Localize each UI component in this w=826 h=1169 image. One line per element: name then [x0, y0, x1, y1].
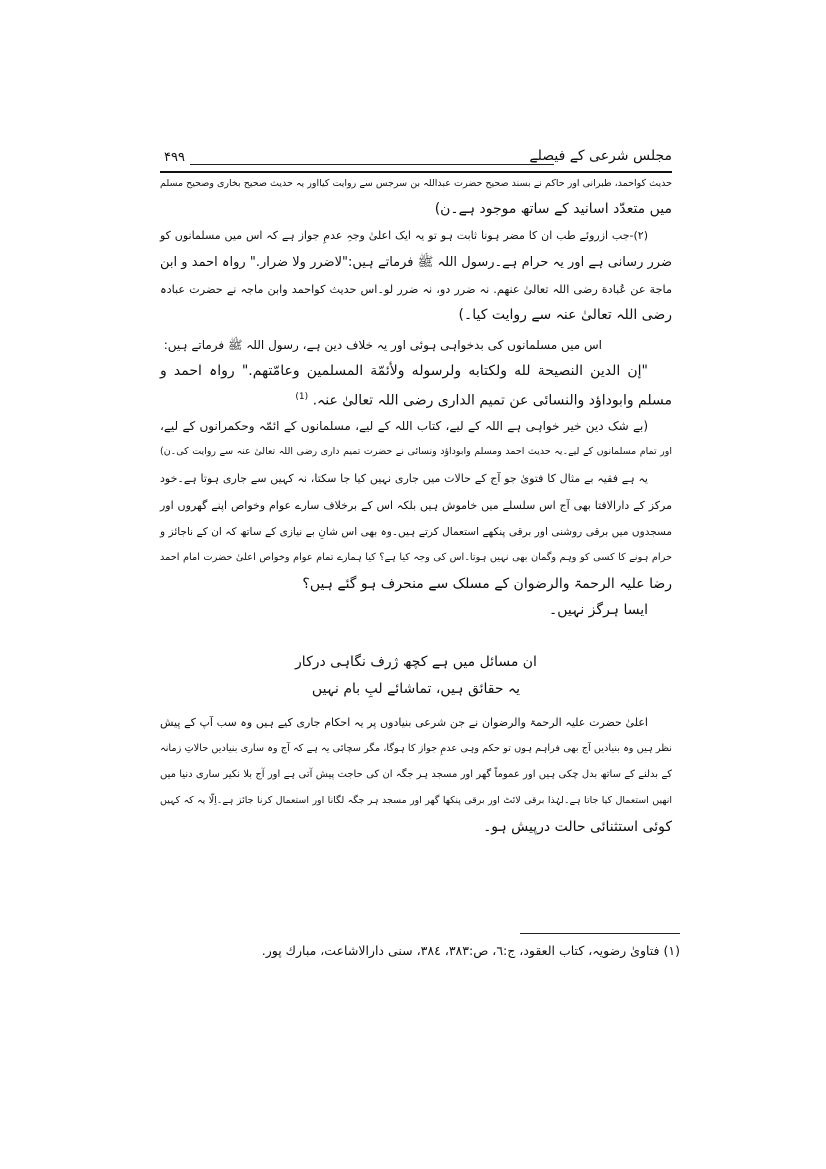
text-line: انھیں استعمال کیا جاتا ہے۔لہٰذا برقی لائٹ اور برقی پنکھا گھر اور مسجد ہر جگہ لگانا اور استعمال کرنا جائز ہے۔اِلّا یہ کہ کہیں: [160, 795, 672, 806]
verse-line: ان مسائل میں ہے کچھ ژرف نگاہی درکار: [295, 654, 537, 670]
text-line: ایسا ہرگز نہیں۔: [549, 602, 648, 618]
text-line: حرام ہونے کا کسی کو وہم وگمان بھی نہیں ہوتا۔اس کی وجہ کیا ہے؟ کیا ہمارے تمام عوام وخواص اعلیٰ حضرت امام احمد: [160, 552, 672, 563]
text-line: (بے شک دین خیر خواہی ہے اللہ کے لیے، کتاب اللہ کے لیے، مسلمانوں کے ائمّہ وحکمرانوں کے لیے،: [160, 419, 648, 433]
text-line: مرکز کے دارالافتا بھی آج اس سلسلے میں خاموش ہیں بلکہ اس کے برخلاف سارے عوام وخواص اپنے گھروں اور: [160, 499, 672, 512]
footnote-marker[interactable]: (1): [295, 392, 309, 402]
text-line: کوئی استثنائی حالت درپیش ہو۔: [483, 819, 672, 835]
text-line: ماجة عن عُبادة رضی اللہ تعالیٰ عنھم. نہ ضرر دو، نہ ضرر لو۔اس حدیث کواحمد وابن ماجہ نے حضرت عبادہ: [160, 283, 672, 296]
running-header: [160, 148, 672, 170]
header-underline: [190, 164, 554, 165]
text-line: ضرر رسانی ہے اور یہ حرام ہے۔رسول اللہ ﷺ فرماتے ہیں:"لاضرر ولا ضرار." رواہ احمد و ابن: [160, 255, 672, 270]
text-line: رضی اللہ تعالیٰ عنہ سے روایت کیا۔): [458, 307, 672, 323]
verse-line: یہ حقائق ہیں، تماشائے لبِ بام نہیں: [311, 681, 521, 697]
text-line: اعلیٰ حضرت علیہ الرحمۃ والرضوان نے جن شرعی بنیادوں پر یہ احکام جاری کیے ہیں وہ سب آپ کے پیش: [160, 716, 648, 729]
text-line: نظر ہیں وہ بنیادیں آج بھی فراہم ہوں تو حکم وہی عدمِ جواز کا ہوگا، مگر سچائی یہ ہے کہ آج وہ ساری بنیادیں حالاتِ زمانہ: [160, 743, 672, 754]
text-line: مسجدوں میں برقی روشنی اور برقی پنکھے استعمال کرتے ہیں۔وہ بھی اس شانِ بے نیازی کے ساتھ کہ ان کے ناجائز و: [160, 526, 672, 538]
text-line: [160, 386, 672, 412]
text-line: اور تمام مسلمانوں کے لیے۔یہ حدیث احمد ومسلم وابوداؤد ونسائی نے حضرت تمیم داری رضی اللہ تعالیٰ عنہ سے روایت کی۔ن): [160, 446, 672, 457]
text-line: میں متعدّد اسانید کے ساتھ موجود ہے۔ن): [434, 201, 672, 217]
text-span: مسلم وابوداؤد والنسائی عن تمیم الداری رضی اللہ تعالیٰ عنہ.: [312, 392, 672, 409]
text-line: کے بدلنے کے ساتھ بدل چکی ہیں اور عموماً گھر اور مسجد ہر جگہ ان کی حاجت پیش آتی ہے اور آج بلا نکیر ساری دنیا میں: [160, 769, 672, 780]
text-line: یہ ہے فقیہ بے مثال کا فتویٰ جو آج کے حالات میں جاری نہیں کیا جا سکتا، نہ کہیں سے جاری ہوتا ہے۔خود: [160, 472, 648, 485]
text-line: اس میں مسلمانوں کی بدخواہی ہوئی اور یہ خلاف دین ہے، رسول اللہ ﷺ فرماتے ہیں:: [163, 338, 602, 352]
text-line: رضا علیہ الرحمۃ والرضوان کے مسلک سے منحرف ہو گئے ہیں؟: [302, 576, 672, 592]
footnote: (۱) فتاویٰ رضویہ، کتاب العقود، ج:٦، ص:٣٨٣، ٣٨٤، سنی دارالاشاعت، مبارك پور.: [261, 943, 680, 958]
text-line: (۲)-جب ازروئے طب ان کا مضر ہونا ثابت ہو تو یہ ایک اعلیٰ وجہِ عدمِ جواز ہے کہ اس میں مسلمانوں کو: [160, 229, 648, 242]
text-line: "إن الدين النصيحة لله ولكتابه ولرسوله ولأئمّة المسلمين وعامّتهم." رواہ احمد و: [160, 363, 648, 379]
book-title: مجلس شرعی کے فیصلے: [529, 148, 672, 164]
page-number: ۴۹۹: [164, 150, 185, 165]
text-line: حدیث کواحمد، طبرانی اور حاکم نے بسند صحیح حضرت عبداللہ بن سرجس سے روایت کیااور یہ حدیث صحیح بخاری وصحیح مسلم: [160, 178, 672, 189]
footnote-rule: [520, 933, 680, 934]
